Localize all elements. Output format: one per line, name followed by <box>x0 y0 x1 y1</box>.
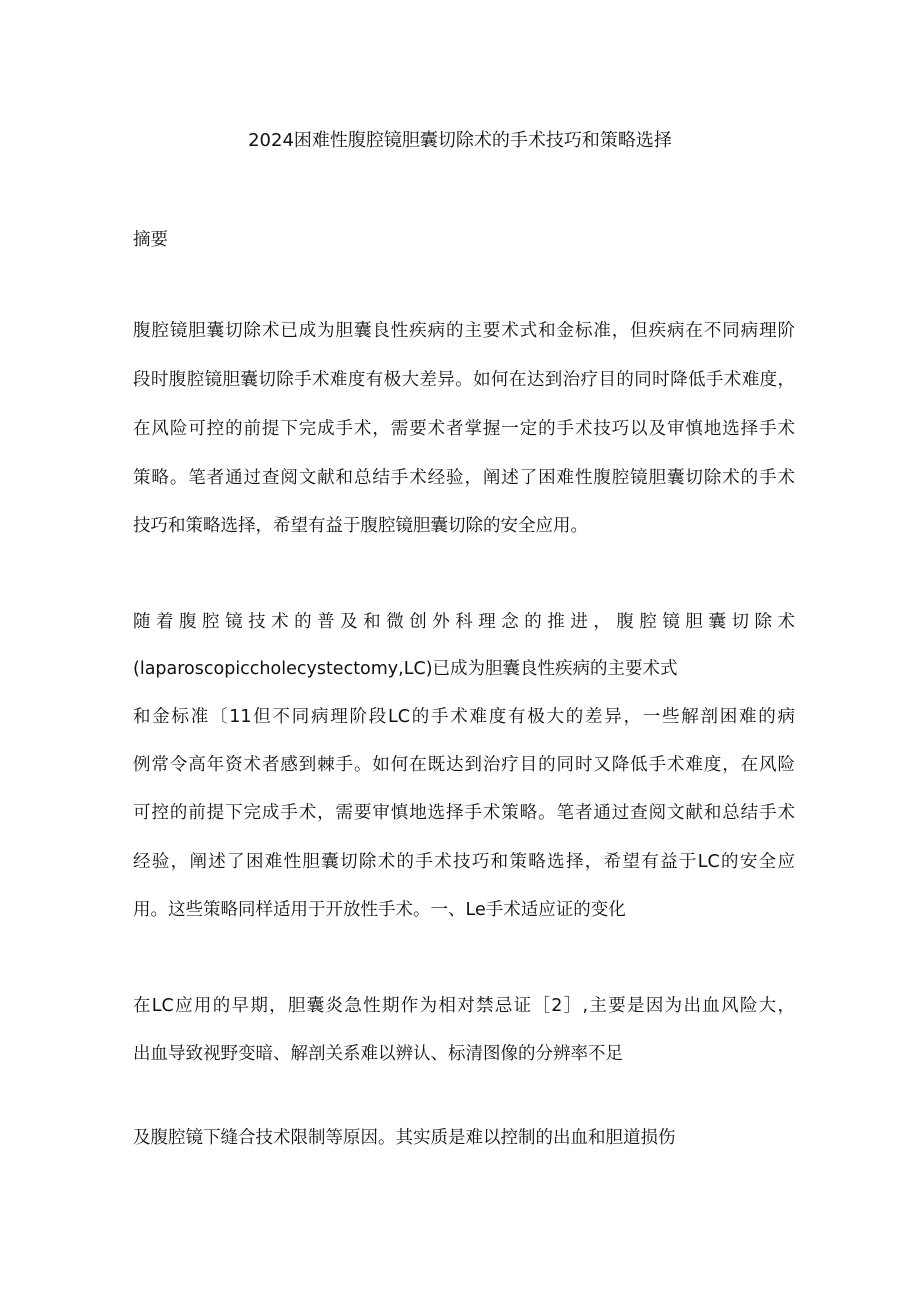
intro-line: (laparoscopiccholecystectomy,LC)已成为胆囊良性疾病的主要术式 <box>133 659 678 679</box>
intro-line: 和金标准〔11但不同病理阶段LC的手术难度有极大的差异，一些解剖困难的病 <box>133 707 795 727</box>
abstract-line: 技巧和策略选择，希望有益于腹腔镜胆囊切除的安全应用。 <box>133 516 588 536</box>
section-line: 出血导致视野变暗、解剖关系难以辨认、标清图像的分辨率不足 <box>133 1044 623 1064</box>
intro-line: 可控的前提下完成手术，需要审慎地选择手术策略。笔者通过查阅文献和总结手术 <box>133 803 795 823</box>
intro-line: 例常令高年资术者感到棘手。如何在既达到治疗目的同时又降低手术难度，在风险 <box>133 755 795 775</box>
document-title: 2024困难性腹腔镜胆囊切除术的手术技巧和策略选择 <box>248 130 672 151</box>
intro-line: 经验，阐述了困难性胆囊切除术的手术技巧和策略选择，希望有益于LC的安全应 <box>133 852 795 872</box>
intro-line: 随着腹腔镜技术的普及和微创外科理念的推进，腹腔镜胆囊切除术 <box>133 612 795 632</box>
abstract-line: 在风险可控的前提下完成手术，需要术者掌握一定的手术技巧以及审慎地选择手术 <box>133 419 795 439</box>
trailing-paragraph-line: 及腹腔镜下缝合技术限制等原因。其实质是难以控制的出血和胆道损伤 <box>133 1128 676 1148</box>
abstract-line: 策略。笔者通过查阅文献和总结手术经验，阐述了困难性腹腔镜胆囊切除术的手术 <box>133 468 795 488</box>
abstract-line: 段时腹腔镜胆囊切除手术难度有极大差异。如何在达到治疗目的同时降低手术难度， <box>133 370 795 390</box>
abstract-line: 腹腔镜胆囊切除术已成为胆囊良性疾病的主要术式和金标准，但疾病在不同病理阶 <box>133 321 795 341</box>
intro-line: 用。这些策略同样适用于开放性手术。一、Le手术适应证的变化 <box>133 900 626 920</box>
abstract-heading: 摘要 <box>133 230 168 250</box>
section-line: 在LC应用的早期，胆囊炎急性期作为相对禁忌证［2］,主要是因为出血风险大， <box>133 996 795 1016</box>
